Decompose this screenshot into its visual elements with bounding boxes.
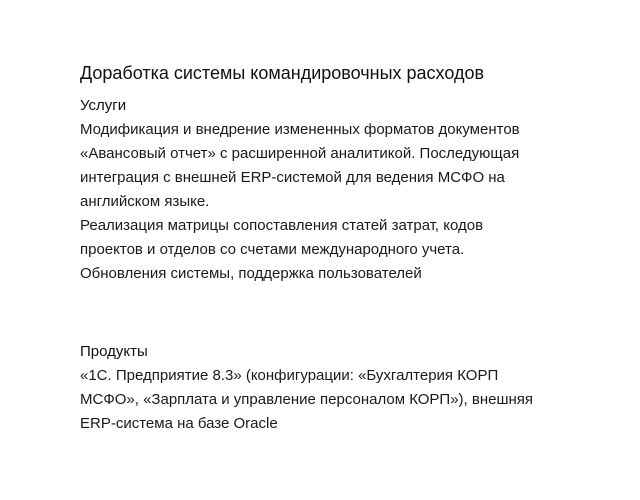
page-title: Доработка системы командировочных расходов	[80, 63, 485, 83]
services-heading: Услуги	[80, 97, 127, 114]
products-line: ERP-система на базе Oracle	[80, 415, 278, 432]
products-description	[80, 364, 580, 436]
products-heading: Продукты	[80, 343, 148, 360]
services-line: «Авансовый отчет» с расширенной аналитикой. Последующая	[80, 145, 520, 162]
services-line: Обновления системы, поддержка пользователей	[80, 265, 422, 282]
services-line: Реализация матрицы сопоставления статей затрат, кодов	[80, 217, 484, 234]
services-line: Модификация и внедрение измененных форматов документов	[80, 121, 520, 138]
services-line: английском языке.	[80, 193, 210, 210]
products-line: МСФО», «Зарплата и управление персоналом КОРП»), внешняя	[80, 391, 534, 408]
products-line: «1С. Предприятие 8.3» (конфигурации: «Бухгалтерия КОРП	[80, 367, 499, 384]
services-line: проектов и отделов со счетами международного учета.	[80, 241, 465, 258]
products-block	[80, 340, 580, 436]
services-block	[80, 60, 580, 286]
services-description	[80, 118, 580, 286]
services-line: интеграция с внешней ERP-системой для ведения МСФО на	[80, 169, 505, 186]
